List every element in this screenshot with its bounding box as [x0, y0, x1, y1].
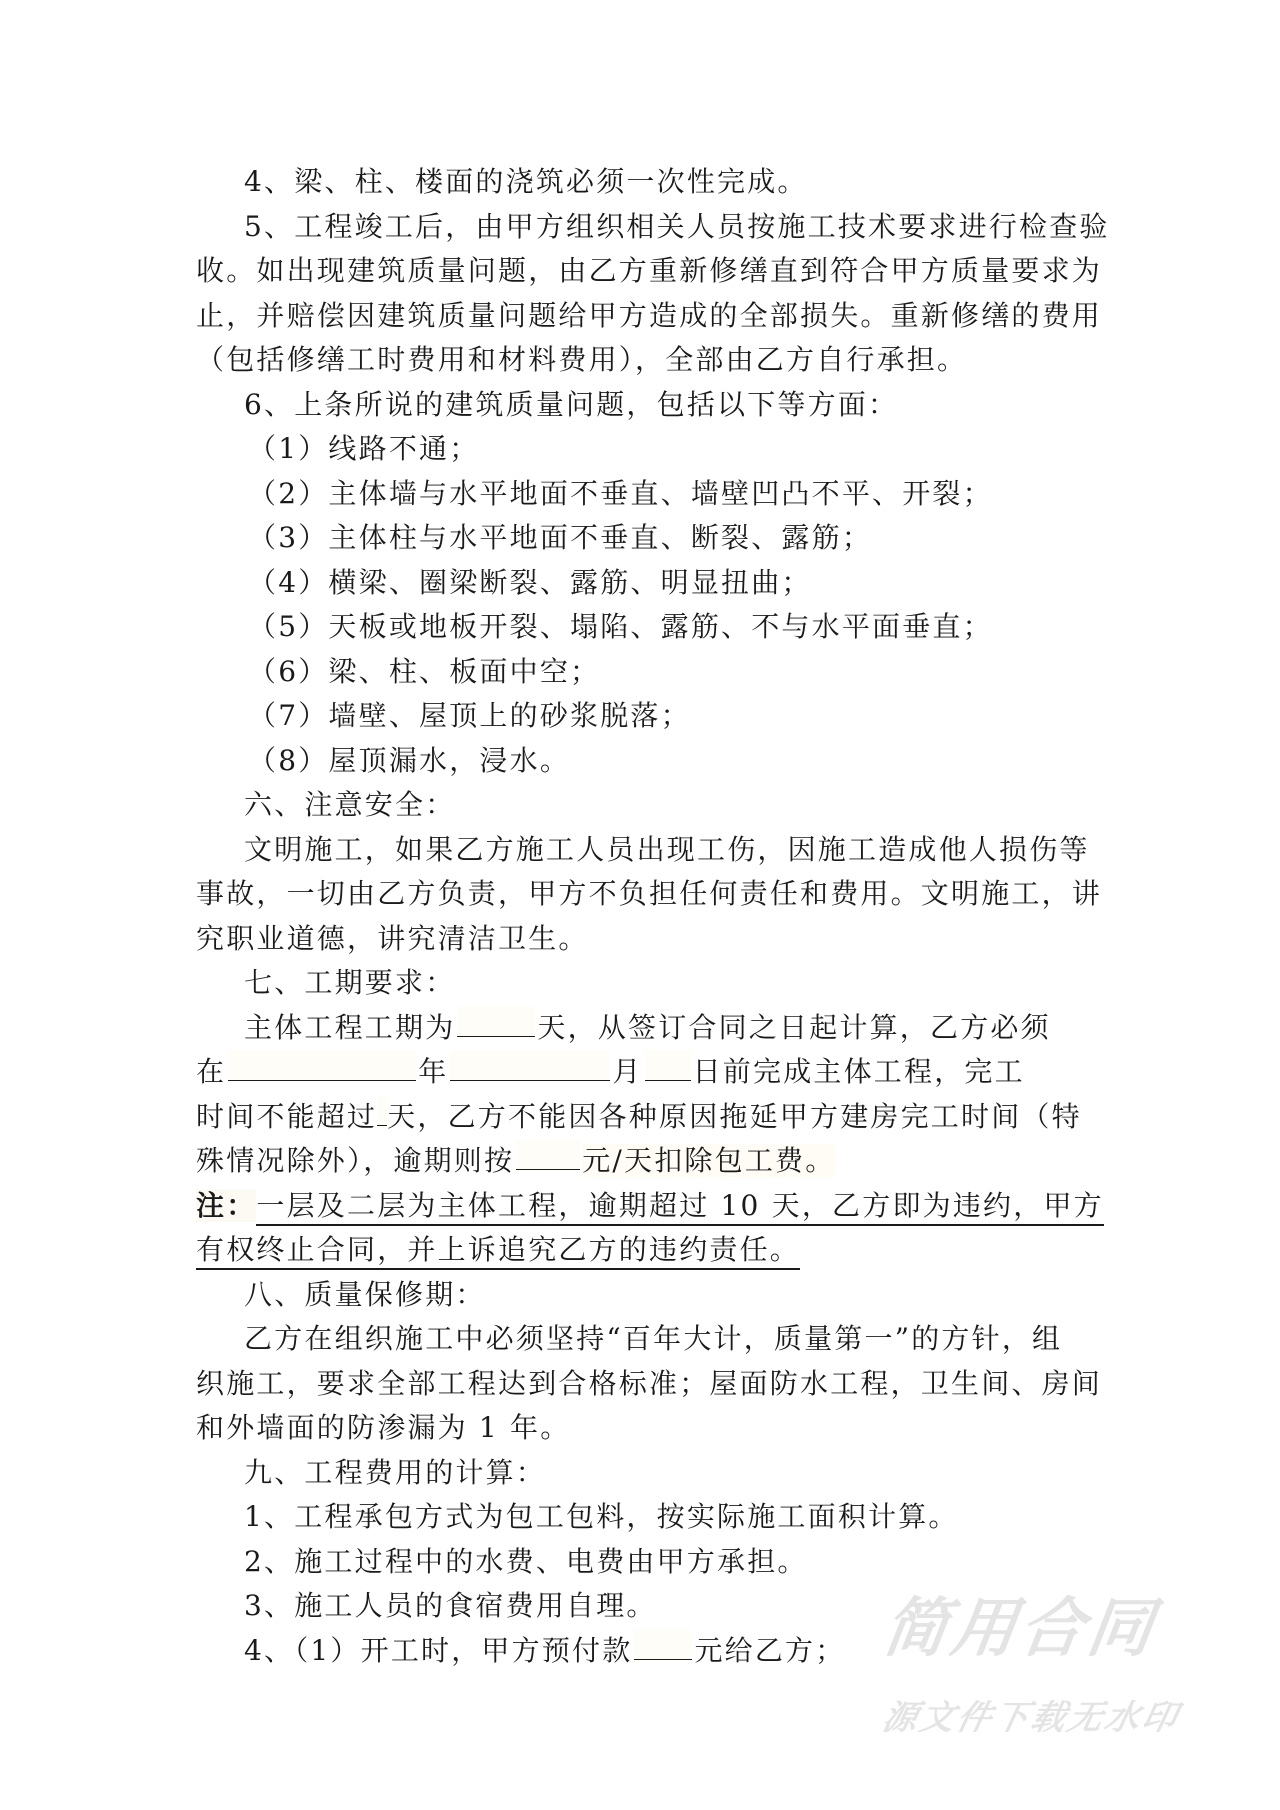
contract-page — [196, 160, 1110, 1673]
schedule-text: 天，从签订合同之日起计算，乙方必须 — [537, 1010, 1051, 1044]
schedule-text: 在 — [196, 1055, 227, 1088]
advance-payment-field[interactable] — [634, 1629, 692, 1660]
schedule-line-2 — [196, 1050, 1096, 1095]
safety-line-1: 文明施工，如果乙方施工人员出现工伤，因施工造成他人损伤等 — [244, 832, 1090, 866]
schedule-line-4 — [196, 1139, 1096, 1184]
note-label: 注： — [196, 1188, 257, 1222]
schedule-line-3 — [196, 1095, 1096, 1140]
schedule-text: 天，乙方不能因各种原因拖延甲方建房完工时间（特 — [387, 1099, 1082, 1133]
section-heading-schedule: 七、工期要求： — [244, 966, 456, 999]
safety-line-2: 事故，一切由乙方负责，甲方不负担任何责任和费用。文明施工，讲 — [196, 877, 1103, 910]
clause-acceptance-line-4: （包括修缮工时费用和材料费用），全部由乙方自行承担。 — [196, 343, 968, 376]
cost-text: 4、（1）开工时，甲方预付款 — [244, 1633, 633, 1667]
list-item: （6）梁、柱、板面中空； — [248, 654, 601, 688]
quality-issues-list — [196, 427, 1096, 783]
schedule-text: 主体工程工期为 — [244, 1010, 456, 1044]
cost-item: 1、工程承包方式为包工包料，按实际施工面积计算。 — [244, 1500, 959, 1533]
quality-issues-heading: 6、上条所说的建筑质量问题，包括以下等方面： — [244, 387, 899, 421]
list-item: （1）线路不通； — [248, 432, 480, 465]
clause-acceptance-line-2: 收。如出现建筑质量问题，由乙方重新修缮直到符合甲方质量要求为 — [196, 254, 1103, 287]
deadline-month-field[interactable] — [450, 1050, 610, 1081]
schedule-note-line-1 — [196, 1184, 1104, 1229]
deadline-day-field[interactable] — [645, 1050, 691, 1081]
watermark-brand: 简用合同 — [878, 1592, 1162, 1666]
deadline-year-field[interactable] — [228, 1050, 416, 1081]
schedule-text: 日前完成主体工程，完工 — [692, 1055, 1025, 1088]
duration-days-field[interactable] — [457, 1006, 535, 1037]
warranty-line-3: 和外墙面的防渗漏为 1 年。 — [196, 1411, 571, 1444]
schedule-text: 月 — [612, 1055, 643, 1088]
clause-acceptance-line-3: 止，并赔偿因建筑质量问题给甲方造成的全部损失。重新修缮的费用 — [196, 298, 1103, 332]
warranty-line-1: 乙方在组织施工中必须坚持“百年大计，质量第一”的方针，组 — [244, 1322, 1063, 1355]
penalty-rate-field[interactable] — [516, 1139, 580, 1170]
clause-acceptance-line-1: 5、工程竣工后，由甲方组织相关人员按施工技术要求进行检查验 — [244, 209, 1110, 243]
section-heading-safety: 六、注意安全： — [244, 788, 456, 821]
schedule-text: 时间不能超过 — [196, 1099, 378, 1133]
schedule-text: 殊情况除外），逾期则按 — [196, 1144, 515, 1177]
watermark-caption: 源文件下载无水印 — [879, 1698, 1184, 1738]
list-item: （4）横梁、圈梁断裂、露筋、明显扭曲； — [248, 565, 812, 599]
list-item: （2）主体墙与水平地面不垂直、墙壁凹凸不平、开裂； — [248, 476, 993, 510]
warranty-line-2: 织施工，要求全部工程达到合格标准；屋面防水工程，卫生间、房间 — [196, 1366, 1103, 1400]
cost-text: 元给乙方； — [694, 1633, 846, 1667]
schedule-text: 元/天扣除包工费。 — [582, 1144, 836, 1177]
note-text: 一层及二层为主体工程，逾期超过 10 天，乙方即为违约，甲方 — [256, 1189, 1103, 1226]
safety-line-3: 究职业道德，讲究清洁卫生。 — [196, 921, 589, 955]
list-item: （8）屋顶漏水，浸水。 — [248, 743, 571, 777]
schedule-note-line-2 — [196, 1228, 1096, 1273]
clause-pour-once: 4、梁、柱、楼面的浇筑必须一次性完成。 — [244, 165, 808, 198]
schedule-line-1 — [196, 1006, 1096, 1051]
max-days-field[interactable] — [377, 1095, 387, 1126]
list-item: （3）主体柱与水平地面不垂直、断裂、露筋； — [248, 521, 873, 554]
schedule-text: 年 — [418, 1055, 449, 1088]
section-heading-cost: 九、工程费用的计算： — [244, 1455, 547, 1489]
list-item: （5）天板或地板开裂、塌陷、露筋、不与水平面垂直； — [248, 610, 993, 643]
list-item: （7）墙壁、屋顶上的砂浆脱落； — [248, 699, 691, 732]
section-heading-warranty: 八、质量保修期： — [244, 1277, 486, 1311]
watermark — [878, 1590, 1184, 1739]
cost-item: 3、施工人员的食宿费用自理。 — [244, 1589, 657, 1622]
note-text: 有权终止合同，并上诉追究乙方的违约责任。 — [196, 1233, 800, 1270]
cost-item: 2、施工过程中的水费、电费由甲方承担。 — [244, 1544, 808, 1578]
